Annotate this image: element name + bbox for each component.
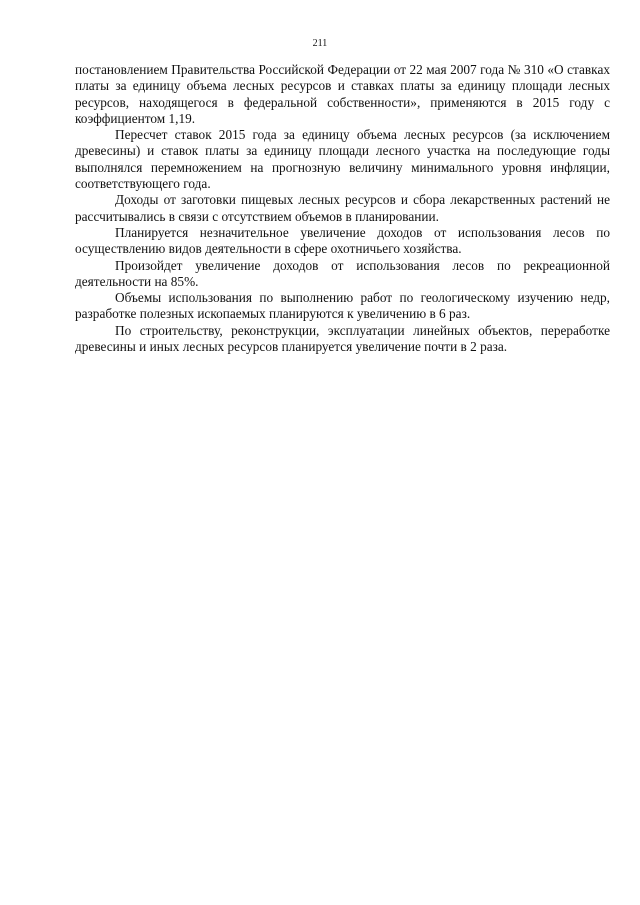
document-body xyxy=(75,62,610,355)
paragraph-4: Планируется незначительное увеличение доходов от использования лесов по осуществлению видов деятельности в сфере охотничьего хозяйства. xyxy=(75,224,610,257)
paragraph-3: Доходы от заготовки пищевых лесных ресурсов и сбора лекарственных растений не рассчитывались в связи с отсутствием объемов в планировании. xyxy=(75,192,610,224)
paragraph-1: постановлением Правительства Российской Федерации от 22 мая 2007 года № 310 «О ставках платы за единицу объема лесных ресурсов и ставках платы за единицу площади лесных ресурсов, находящегося в федеральной собственности», применяются в 2015 году с коэффициентом 1,19. xyxy=(75,62,610,126)
paragraph-5: Произойдет увеличение доходов от использования лесов по рекреационной деятельности на 85%. xyxy=(75,257,610,289)
paragraph-7: По строительству, реконструкции, эксплуатации линейных объектов, переработке древесины и иных лесных ресурсов планируется увеличение почти в 2 раза. xyxy=(75,322,610,355)
paragraph-6: Объемы использования по выполнению работ по геологическому изучению недр, разработке полезных ископаемых планируются к увеличению в 6 раз. xyxy=(75,290,610,322)
page-number: 211 xyxy=(312,38,328,49)
paragraph-2: Пересчет ставок 2015 года за единицу объема лесных ресурсов (за исключением древесины) и ставок платы за единицу площади лесного участка на последующие годы выполнялся перемножением на прогнозную величину минимального уровня инфляции, соответствующего года. xyxy=(75,127,610,192)
